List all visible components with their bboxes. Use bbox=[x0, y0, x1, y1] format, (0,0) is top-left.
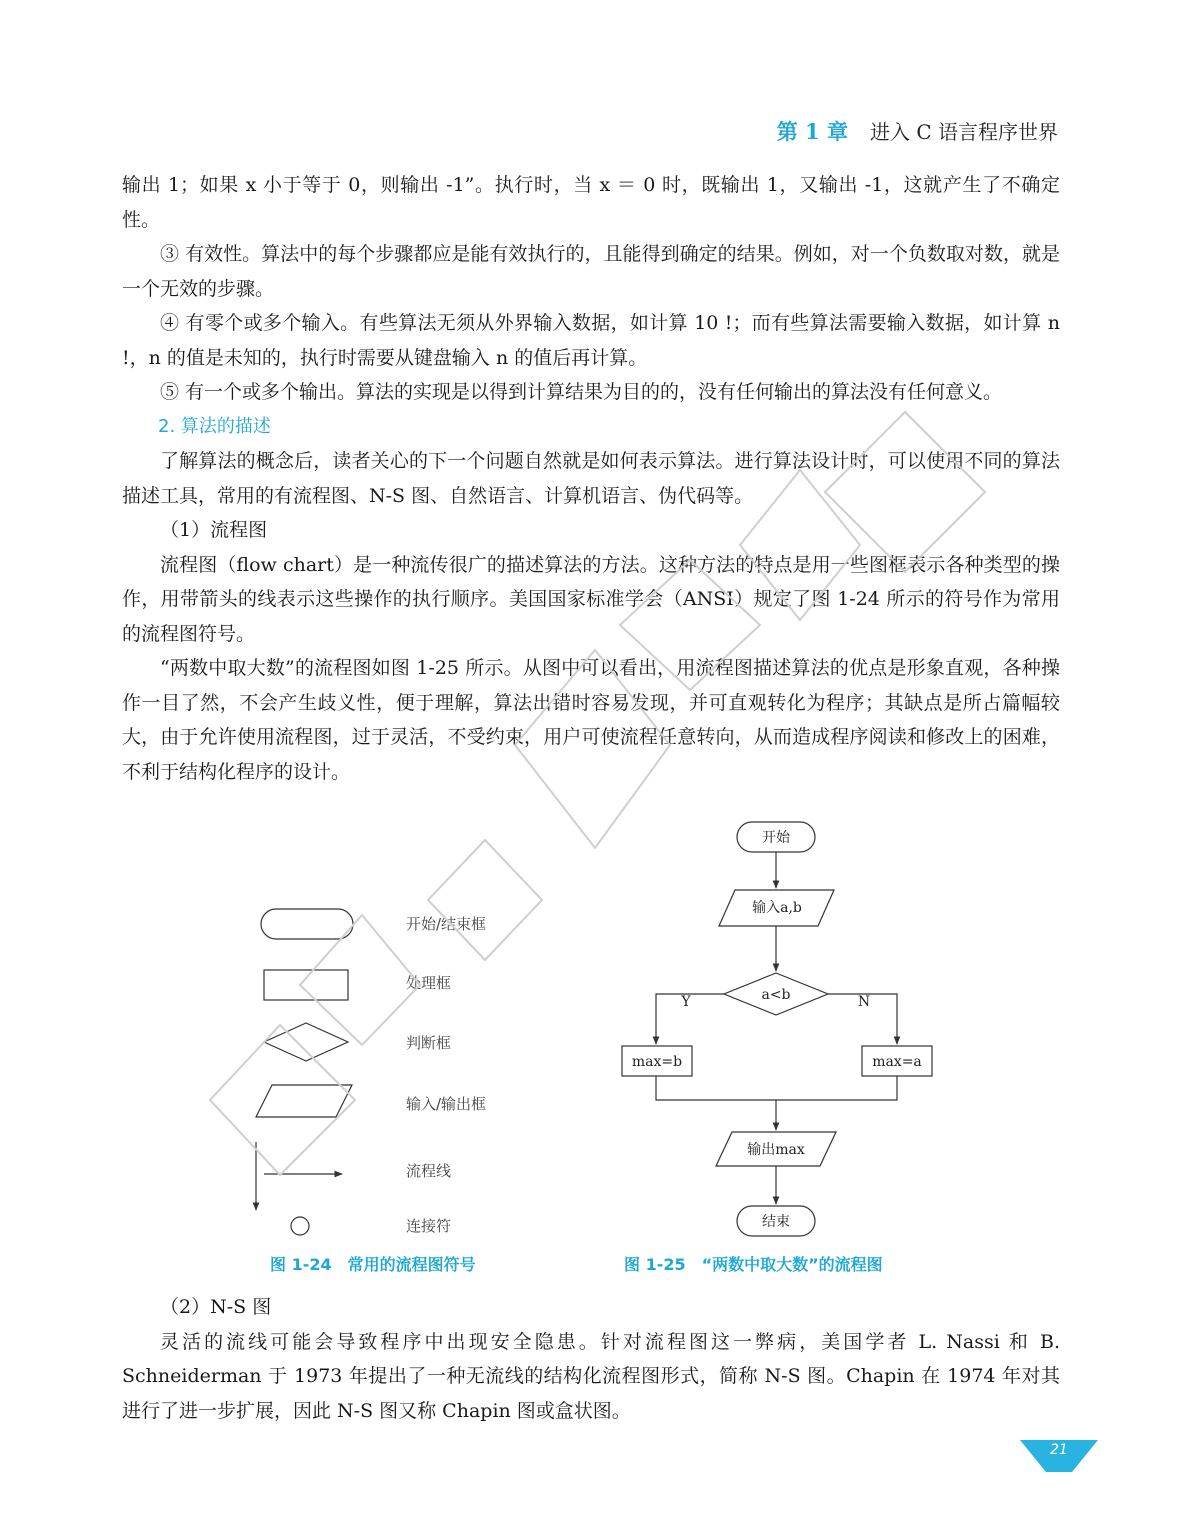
paragraph: ④ 有零个或多个输入。有些算法无须从外界输入数据，如计算 10 !；而有些算法需要输入数据，如计算 n !，n 的值是未知的，执行时需要从键盘输入 n 的值后再计算。 bbox=[122, 312, 1060, 369]
no-action-label: max=a bbox=[872, 1054, 922, 1070]
chapter-title: 进入 C 语言程序世界 bbox=[869, 120, 1058, 144]
symbol-label: 流程线 bbox=[406, 1162, 452, 1180]
running-header bbox=[777, 116, 1058, 146]
symbol-label: 连接符 bbox=[406, 1217, 452, 1235]
page-number: 21 bbox=[1050, 1442, 1068, 1458]
yes-action-label: max=b bbox=[631, 1054, 683, 1070]
no-label: N bbox=[857, 994, 871, 1010]
figure-svg bbox=[0, 812, 1182, 1282]
paragraph: 灵活的流线可能会导致程序中出现安全隐患。针对流程图这一弊病，美国学者 L. Nassi 和 B. Schneiderman 于 1973 年提出了一种无流线的结构化流程图形式，简称 N-S 图。Chapin 在 1974 年对其进行了进一步扩展，因此 N-S 图又称 Chapin 图或盒状图。 bbox=[122, 1330, 1060, 1422]
symbol-label: 判断框 bbox=[406, 1034, 452, 1052]
paragraph: 输出 1；如果 x 小于等于 0，则输出 -1”。执行时，当 x ＝ 0 时，既输出 1，又输出 -1，这就产生了不确定性。 bbox=[122, 174, 1060, 231]
end-label: 结束 bbox=[762, 1214, 790, 1230]
yes-label: Y bbox=[681, 994, 691, 1010]
symbol-label: 输入/输出框 bbox=[406, 1095, 487, 1113]
body-text-bottom bbox=[122, 1290, 1060, 1428]
paragraph: 了解算法的概念后，读者关心的下一个问题自然就是如何表示算法。进行算法设计时，可以使用不同的算法描述工具，常用的有流程图、N-S 图、自然语言、计算机语言、伪代码等。 bbox=[122, 450, 1060, 507]
connector-symbol bbox=[291, 1217, 309, 1235]
body-text-top bbox=[122, 168, 1060, 789]
section-heading: 2. 算法的描述 bbox=[158, 415, 271, 437]
symbol-label: 开始/结束框 bbox=[406, 915, 487, 933]
output-label: 输出max bbox=[747, 1142, 805, 1158]
process-symbol bbox=[264, 970, 348, 1000]
decision-symbol bbox=[264, 1023, 348, 1061]
subsection-heading: （2）N-S 图 bbox=[160, 1296, 272, 1318]
subsection-heading: （1）流程图 bbox=[160, 519, 268, 541]
condition-label: a<b bbox=[761, 987, 791, 1003]
paragraph: 流程图（flow chart）是一种流传很广的描述算法的方法。这种方法的特点是用一些图框表示各种类型的操作，用带箭头的线表示这些操作的执行顺序。美国国家标准学会（ANSI）规定了图 1-24 所示的符号作为常用的流程图符号。 bbox=[122, 553, 1060, 645]
terminal-symbol bbox=[261, 909, 353, 939]
io-symbol bbox=[256, 1085, 352, 1117]
page-number-badge bbox=[1020, 1440, 1100, 1484]
merge-line bbox=[656, 1076, 897, 1100]
paragraph: “两数中取大数”的流程图如图 1-25 所示。从图中可以看出，用流程图描述算法的优点是形象直观，各种操作一目了然，不会产生歧义性，便于理解，算法出错时容易发现，并可直观转化为程序；其缺点是所占篇幅较大，由于允许使用流程图，过于灵活，不受约束，用户可使流程任意转向，从而造成程序阅读和修改上的困难，不利于结构化程序的设计。 bbox=[122, 657, 1060, 783]
paragraph: ③ 有效性。算法中的每个步骤都应是能有效执行的，且能得到确定的结果。例如，对一个负数取对数，就是一个无效的步骤。 bbox=[122, 243, 1060, 300]
start-label: 开始 bbox=[762, 830, 790, 846]
caption-fig-1-25: 图 1-25 “两数中取大数”的流程图 bbox=[624, 1255, 883, 1274]
figures bbox=[0, 812, 1182, 1282]
paragraph: ⑤ 有一个或多个输出。算法的实现是以得到计算结果为目的的，没有任何输出的算法没有任何意义。 bbox=[160, 381, 1003, 403]
caption-fig-1-24: 图 1-24 常用的流程图符号 bbox=[270, 1255, 476, 1274]
input-label: 输入a,b bbox=[752, 900, 802, 916]
symbol-label: 处理框 bbox=[406, 974, 452, 992]
chapter-number: 第 1 章 bbox=[776, 119, 848, 144]
